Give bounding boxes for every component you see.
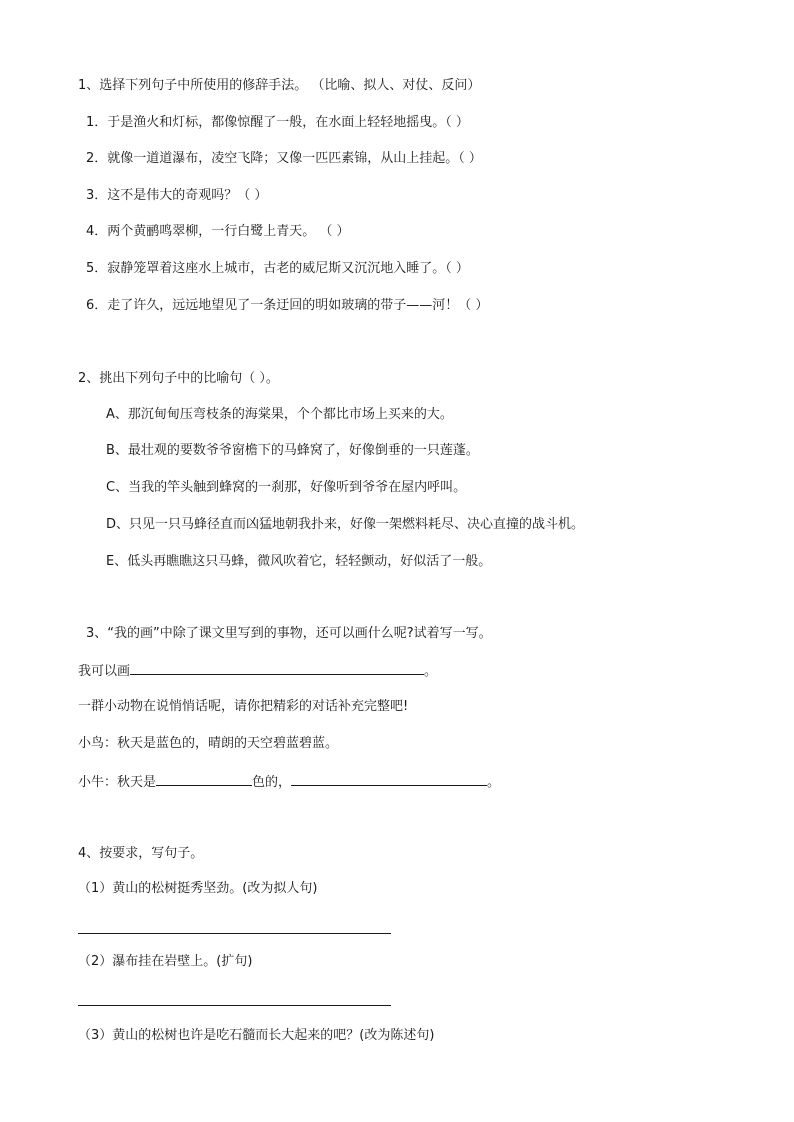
q2-option-c: C、当我的竿头触到蜂窝的一刹那，好像听到爷爷在屋内呼叫。 (106, 480, 467, 495)
q1-item-6: 6．走了许久，远远地望见了一条迂回的明如玻璃的带子——河！（ ） (86, 298, 489, 313)
q3-heading: 3、“我的画”中除了课文里写到的事物，还可以画什么呢?试着写一写。 (86, 626, 492, 641)
q3-cow-prefix: 小牛：秋天是 (78, 775, 157, 790)
q3-cow-middle: 色的， (252, 775, 292, 790)
q2-option-e: E、低头再瞧瞧这只马蜂，微风吹着它，轻轻颤动，好似活了一般。 (106, 554, 492, 569)
q3-cow-suffix: 。 (487, 775, 501, 790)
q4-item-2: （2）瀑布挂在岩壁上。(扩句) (78, 954, 253, 969)
q1-item-1: 1．于是渔火和灯标，都像惊醒了一般，在水面上轻轻地摇曳。（ ） (86, 115, 469, 130)
q3-cow-line (78, 772, 500, 792)
q3-draw-blank[interactable] (130, 661, 424, 675)
q4-item-1: （1）黄山的松树挺秀坚劲。(改为拟人句) (78, 881, 318, 896)
q3-color-blank[interactable] (156, 772, 252, 786)
q2-heading: 2、挑出下列句子中的比喻句（ ）。 (78, 371, 279, 386)
q4-answer-line-2[interactable] (78, 1005, 391, 1006)
q4-answer-line-1[interactable] (78, 933, 391, 934)
q1-item-5: 5．寂静笼罩着这座水上城市，古老的威尼斯又沉沉地入睡了。（ ） (86, 261, 469, 276)
q4-heading: 4、按要求，写句子。 (78, 846, 204, 861)
q1-item-4: 4．两个黄鹂鸣翠柳，一行白鹭上青天。 （ ） (86, 224, 350, 239)
q3-dialogue-intro: 一群小动物在说悄悄话呢，请你把精彩的对话补充完整吧! (78, 699, 409, 714)
q1-item-3: 3．这不是伟大的奇观吗？（ ） (86, 188, 268, 203)
q1-heading: 1、选择下列句子中所使用的修辞手法。 （比喻、拟人、对仗、反问） (78, 78, 481, 93)
q3-sentence-blank[interactable] (291, 772, 487, 786)
q3-draw-line (78, 661, 437, 681)
q2-option-a: A、那沉甸甸压弯枝条的海棠果，个个都比市场上买来的大。 (106, 407, 453, 422)
q2-option-b: B、最壮观的要数爷爷窗檐下的马蜂窝了，好像倒垂的一只莲蓬。 (106, 443, 479, 458)
q2-option-d: D、只见一只马蜂径直而凶猛地朝我扑来，好像一架燃料耗尽、决心直撞的战斗机。 (106, 517, 585, 532)
q4-item-3: （3）黄山的松树也许是吃石髓而长大起来的吧？(改为陈述句) (78, 1028, 435, 1043)
q1-item-2: 2．就像一道道瀑布，凌空飞降；又像一匹匹素锦，从山上挂起。（ ） (86, 151, 482, 166)
q3-bird-line: 小鸟：秋天是蓝色的，晴朗的天空碧蓝碧蓝。 (78, 736, 339, 751)
q3-draw-suffix: 。 (424, 664, 438, 679)
q3-draw-prefix: 我可以画 (78, 664, 131, 679)
